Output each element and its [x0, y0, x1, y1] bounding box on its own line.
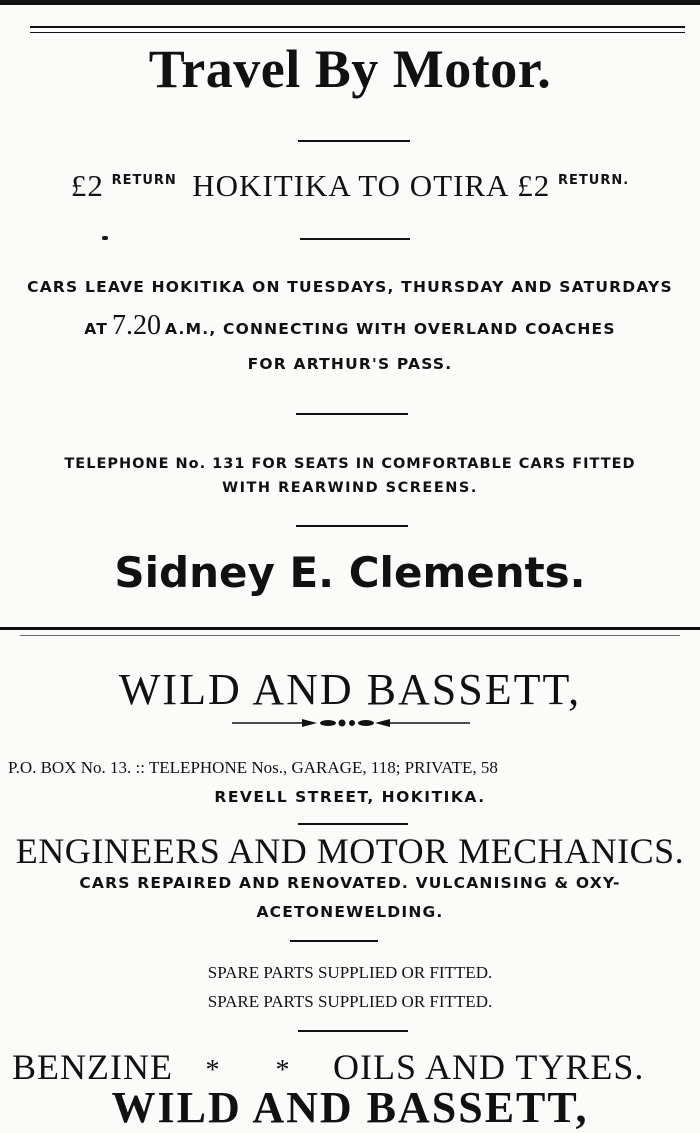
- spare-parts-line: SPARE PARTS SUPPLIED OR FITTED.: [207, 992, 493, 1011]
- schedule-line-2: [0, 310, 700, 342]
- fare-price: £2: [517, 168, 551, 203]
- schedule-connecting: A.M., CONNECTING WITH OVERLAND COACHES: [165, 320, 616, 338]
- separator-rule: [298, 140, 410, 142]
- fare-return-label: RETURN: [111, 173, 177, 188]
- separator-rule: [296, 525, 408, 527]
- fare-line: [0, 168, 700, 204]
- advert-title: Travel By Motor.: [148, 39, 552, 99]
- separator-rule: [290, 940, 378, 942]
- separator-rule: [298, 1030, 408, 1032]
- schedule-line-3: FOR ARTHUR'S PASS.: [247, 355, 453, 373]
- firm-title: WILD AND BASSETT,: [118, 665, 582, 714]
- print-speck: [102, 236, 108, 240]
- advert-divider-rule: [0, 627, 700, 630]
- pobox-telephone-line: P.O. BOX No. 13. :: TELEPHONE Nos., GARAGE, 118; PRIVATE, 58: [8, 758, 498, 777]
- services-line-2: ACETONEWELDING.: [256, 903, 444, 921]
- firm-footer-name: WILD AND BASSETT,: [111, 1083, 589, 1132]
- asterisk-ornament: *: [205, 1055, 221, 1086]
- schedule-line-1: CARS LEAVE HOKITIKA ON TUESDAYS, THURSDAY AND SATURDAYS: [27, 278, 673, 296]
- top-border-rule: [0, 0, 700, 5]
- separator-rule: [298, 823, 408, 825]
- benzine-label: BENZINE: [12, 1047, 173, 1087]
- telephone-line-1: TELEPHONE No. 131 FOR SEATS IN COMFORTABLE CARS FITTED: [64, 456, 636, 472]
- services-line-1: CARS REPAIRED AND RENOVATED. VULCANISING & OXY-: [79, 874, 621, 892]
- fare-route: HOKITIKA TO OTIRA: [192, 168, 510, 203]
- schedule-at: AT: [84, 320, 109, 338]
- spare-parts-line: SPARE PARTS SUPPLIED OR FITTED.: [207, 963, 493, 982]
- fare-return-label: RETURN.: [558, 173, 630, 188]
- separator-rule: [300, 238, 410, 240]
- advert-divider-rule-thin: [20, 635, 680, 636]
- top-double-rule-1: [30, 26, 685, 28]
- fare-price: £2: [70, 168, 104, 203]
- street-address: REVELL STREET, HOKITIKA.: [214, 788, 486, 806]
- engineers-heading: ENGINEERS AND MOTOR MECHANICS.: [15, 831, 685, 871]
- separator-rule: [296, 413, 408, 415]
- proprietor-name: Sidney E. Clements.: [114, 548, 586, 597]
- asterisk-ornament: *: [275, 1055, 291, 1086]
- oils-tyres-label: OILS AND TYRES.: [332, 1047, 645, 1087]
- telephone-line-2: WITH REARWIND SCREENS.: [222, 480, 478, 496]
- ornament-divider: [232, 716, 472, 730]
- top-double-rule-2: [30, 32, 685, 33]
- schedule-time: 7.20: [112, 310, 162, 341]
